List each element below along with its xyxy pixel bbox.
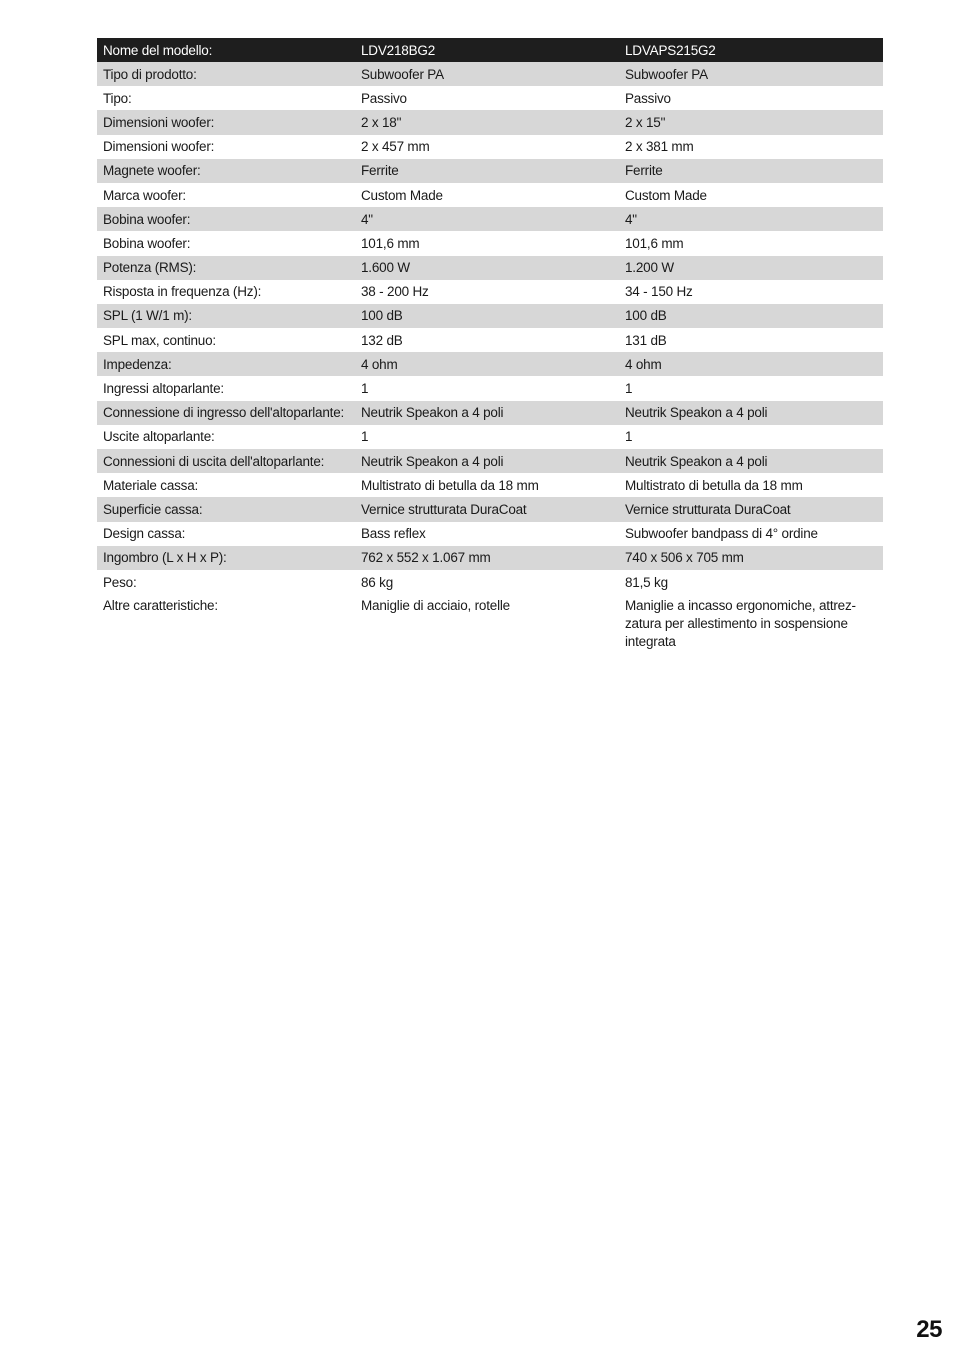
row-value-line: Maniglie a incasso ergonomiche, attrez- (625, 598, 856, 614)
row-value-model-2 (619, 594, 883, 651)
table-row (97, 425, 883, 449)
row-label: Ingombro (L x H x P): (97, 546, 355, 570)
row-value-model-1: Bass reflex (361, 526, 426, 542)
table-row (97, 110, 883, 134)
row-value-model-1: Maniglie di acciaio, rotelle (361, 598, 510, 614)
header-cell-model-2: LDVAPS215G2 (619, 38, 883, 62)
table-row (97, 280, 883, 304)
table-row (97, 546, 883, 570)
row-value-model-1: Neutrik Speakon a 4 poli (355, 401, 619, 425)
row-value-model-1: 132 dB (361, 332, 403, 348)
row-label: Design cassa: (103, 526, 186, 542)
row-value-line: zatura per allestimento in sospensione (625, 616, 848, 632)
row-value-model-1: Ferrite (355, 159, 619, 183)
page-number: 25 (916, 1316, 942, 1343)
row-label: SPL max, continuo: (103, 332, 216, 348)
row-label: Superficie cassa: (97, 497, 355, 521)
row-value-model-2: Passivo (625, 90, 671, 106)
row-label: Connessione di ingresso dell'altoparlante: (97, 401, 355, 425)
row-value-model-1: 101,6 mm (361, 235, 420, 251)
row-value-model-1: Vernice strutturata DuraCoat (355, 497, 619, 521)
row-value-model-2: Neutrik Speakon a 4 poli (619, 449, 883, 473)
table-row (97, 328, 883, 352)
row-value-model-1: 4" (355, 207, 619, 231)
table-header (97, 38, 883, 62)
row-value-line: integrata (625, 634, 676, 650)
row-value-model-1: 1.600 W (355, 256, 619, 280)
row-value-model-1: 2 x 18" (355, 110, 619, 134)
row-label: Tipo: (103, 90, 132, 106)
table-row (97, 570, 883, 594)
header-row (97, 38, 883, 62)
row-value-model-1: Neutrik Speakon a 4 poli (355, 449, 619, 473)
row-value-model-2: Multistrato di betulla da 18 mm (625, 477, 803, 493)
row-label: Impedenza: (97, 352, 355, 376)
row-value-model-2: 2 x 15" (619, 110, 883, 134)
row-label: Ingressi altoparlante: (103, 381, 224, 397)
row-value-model-2: 4" (619, 207, 883, 231)
header-cell-model-1: LDV218BG2 (355, 38, 619, 62)
row-label: Magnete woofer: (97, 159, 355, 183)
row-value-model-1: Custom Made (361, 187, 443, 203)
row-value-model-2: 100 dB (619, 304, 883, 328)
row-value-model-2: Custom Made (625, 187, 707, 203)
row-value-model-2: 740 x 506 x 705 mm (619, 546, 883, 570)
table-row (97, 473, 883, 497)
row-value-model-2: Vernice strutturata DuraCoat (619, 497, 883, 521)
row-value-model-2: 81,5 kg (625, 574, 668, 590)
row-label: Tipo di prodotto: (97, 62, 355, 86)
table-row (97, 376, 883, 400)
table-row (97, 522, 883, 546)
row-label: Marca woofer: (103, 187, 186, 203)
row-value-model-1: 1 (361, 381, 369, 397)
row-label: Bobina woofer: (103, 235, 191, 251)
row-value-model-1: 4 ohm (355, 352, 619, 376)
row-value-model-1: 2 x 457 mm (361, 139, 430, 155)
row-value-model-2: 101,6 mm (625, 235, 684, 251)
row-label: Peso: (103, 574, 137, 590)
table-row (97, 401, 883, 425)
table-row (97, 231, 883, 255)
table-row (97, 304, 883, 328)
row-value-model-2: Ferrite (619, 159, 883, 183)
table-row (97, 497, 883, 521)
row-label: Dimensioni woofer: (97, 110, 355, 134)
table-row (97, 449, 883, 473)
row-value-model-2: 4 ohm (619, 352, 883, 376)
row-value-model-1: 762 x 552 x 1.067 mm (355, 546, 619, 570)
row-value-model-1: 38 - 200 Hz (361, 284, 429, 300)
row-value-model-2: 1 (625, 381, 633, 397)
spec-table (97, 38, 883, 651)
row-label: Uscite altoparlante: (103, 429, 215, 445)
row-value-model-1: Subwoofer PA (355, 62, 619, 86)
row-value-model-2: 2 x 381 mm (625, 139, 694, 155)
row-label: Dimensioni woofer: (103, 139, 215, 155)
table-body (97, 62, 883, 651)
table-row (97, 159, 883, 183)
row-label: SPL (1 W/1 m): (97, 304, 355, 328)
row-value-model-2: 1 (625, 429, 633, 445)
row-value-model-2: Subwoofer PA (619, 62, 883, 86)
row-label: Risposta in frequenza (Hz): (103, 284, 262, 300)
table-row (97, 256, 883, 280)
row-label: Altre caratteristiche: (103, 598, 218, 614)
row-label: Connessioni di uscita dell'altoparlante: (97, 449, 355, 473)
table-row (97, 352, 883, 376)
table-row (97, 207, 883, 231)
row-value-model-1: 86 kg (361, 574, 394, 590)
table-row (97, 62, 883, 86)
table-row (97, 183, 883, 207)
row-label: Materiale cassa: (103, 477, 199, 493)
row-value-model-2: 1.200 W (619, 256, 883, 280)
table-row (97, 135, 883, 159)
row-value-model-1: 1 (361, 429, 369, 445)
row-value-model-1: 100 dB (355, 304, 619, 328)
row-value-model-2: Subwoofer bandpass di 4° ordine (625, 526, 818, 542)
row-value-model-2: Neutrik Speakon a 4 poli (619, 401, 883, 425)
table-row (97, 86, 883, 110)
row-value-model-2: 131 dB (625, 332, 667, 348)
row-value-model-2: 34 - 150 Hz (625, 284, 693, 300)
row-value-model-1: Multistrato di betulla da 18 mm (361, 477, 539, 493)
row-label: Bobina woofer: (97, 207, 355, 231)
header-cell-label: Nome del modello: (97, 38, 355, 62)
table-row-other-features (97, 594, 883, 651)
row-value-model-1: Passivo (361, 90, 407, 106)
row-label: Potenza (RMS): (97, 256, 355, 280)
